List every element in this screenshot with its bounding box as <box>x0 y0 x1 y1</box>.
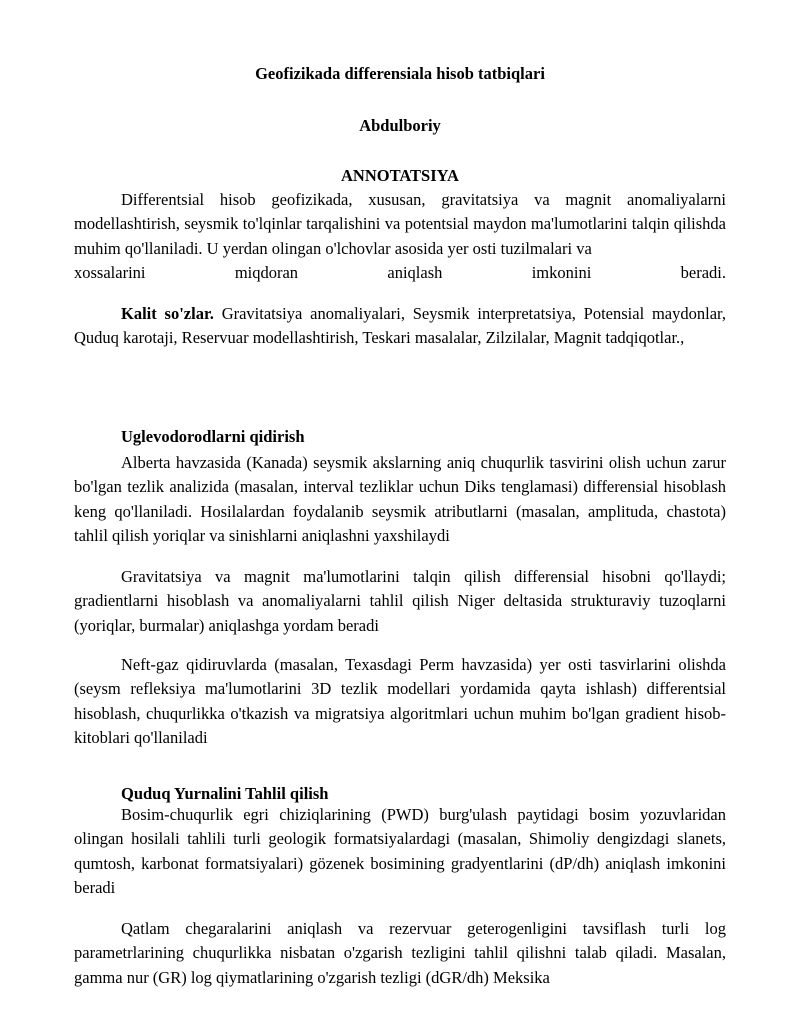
keywords-text: Gravitatsiya anomaliyalari, Seysmik interpretatsiya, Potensial maydonlar, Quduq karotaji, Reservuar modellashtirish, Teskari masalalar, Zilzilalar, Magnit tadqiqotlar., <box>74 304 726 348</box>
annotation-paragraph <box>74 188 726 285</box>
paragraph-text: Gravitatsiya va magnit ma'lumotlarini talqin qilish differensial hisobni qo'llaydi; gradientlarni hisoblash va anomaliyalarni tahlil qilish Niger deltasida strukturaviy tuzoqlarni (yoriqlar, burmalar) aniqlashga yordam beradi <box>74 567 726 635</box>
annotation-text-last: xossalarini miqdoran aniqlash imkonini beradi. <box>74 262 726 282</box>
section2-paragraph-2 <box>74 917 726 990</box>
keywords-paragraph <box>74 302 726 351</box>
section-heading-hydrocarbon: Uglevodorodlarni qidirish <box>121 427 305 446</box>
paragraph-text: Qatlam chegaralarini aniqlash va rezervuar geterogenligini tavsiflash turli log parametrlarining chuqurlikka nisbatan o'zgarish tezligini tahlil qilishni talab qiladi. Masalan, gamma nur (GR) log qiymatlarining o'zgarish tezligi (dGR/dh) Meksika <box>74 919 726 987</box>
section1-paragraph-2 <box>74 565 726 638</box>
section1-paragraph-1 <box>74 451 726 548</box>
annotation-heading: ANNOTATSIYA <box>341 166 459 185</box>
keywords-label: Kalit so'zlar. <box>121 304 214 323</box>
author-name: Abdulboriy <box>359 116 441 135</box>
annotation-text: Differentsial hisob geofizikada, xususan, gravitatsiya va magnit anomaliyalarni modellashtirish, seysmik to'lqinlar tarqalishini va potentsial maydon ma'lumotlarini talqin qilishda muhim qo'llaniladi. U yerdan olingan o'lchovlar asosida yer osti tuzilmalari va <box>74 190 726 258</box>
paragraph-text: Neft-gaz qidiruvlarda (masalan, Texasdagi Perm havzasida) yer osti tasvirlarini olishda (seysm refleksiya ma'lumotlarini 3D tezlik modellari yordamida qayta ishlash) differentsial hisoblash, chuqurlikka o'tkazish va migratsiya algoritmlari uchun muhim bo'lgan gradient hisob-kitoblari qo'llaniladi <box>74 655 726 747</box>
section1-paragraph-3 <box>74 653 726 750</box>
section2-paragraph-1 <box>74 803 726 900</box>
paragraph-text: Bosim-chuqurlik egri chiziqlarining (PWD) burg'ulash paytidagi bosim yozuvlaridan olingan hosilali tahlili turli geologik formatsiyalardagi (masalan, Shimoliy dengizdagi slanets, qumtosh, karbonat formatsiyalari) gözenek bosimining gradyentlarini (dP/dh) aniqlash imkonini beradi <box>74 805 726 897</box>
paragraph-text: Alberta havzasida (Kanada) seysmik akslarning aniq chuqurlik tasvirini olish uchun zarur bo'lgan tezlik analizida (masalan, interval tezliklar uchun Diks tenglamasi) differensial hisoblash keng qo'llaniladi. Hosilalardan foydalanib seysmik atributlarni (masalan, amplituda, chastota) tahlil qilish yoriqlar va sinishlarni aniqlashni yaxshilaydi <box>74 453 726 545</box>
section-heading-well-log: Quduq Yurnalini Tahlil qilish <box>121 784 329 803</box>
document-title: Geofizikada differensiala hisob tatbiqlari <box>255 64 545 83</box>
